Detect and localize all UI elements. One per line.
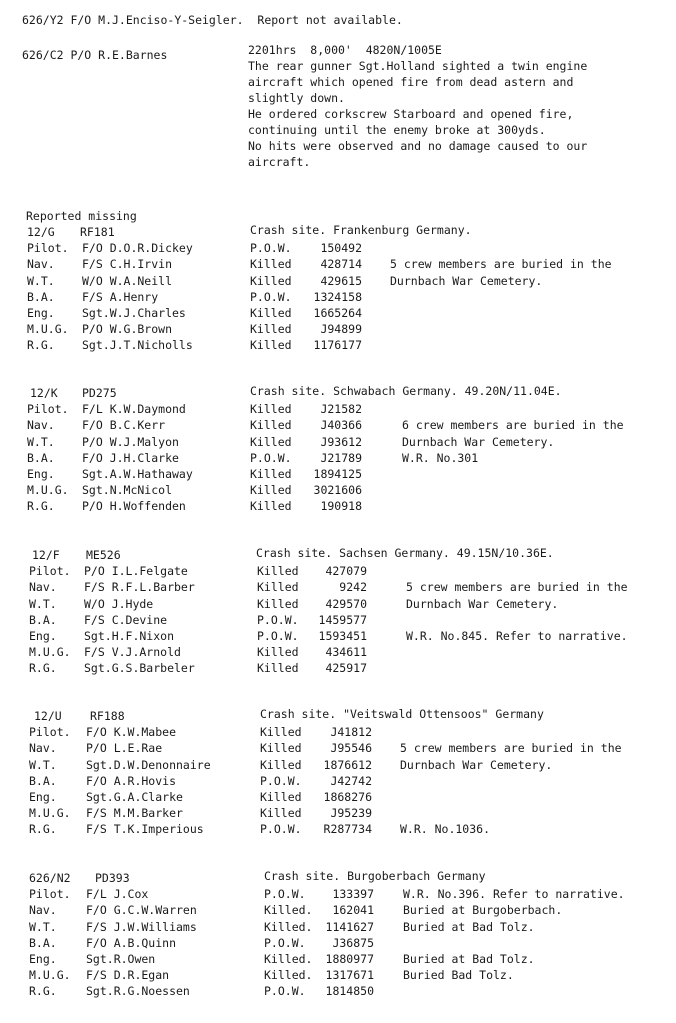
crew-status: P.O.W.: [264, 887, 306, 901]
narrative-line: No hits were observed and no damage caused to our: [248, 139, 588, 153]
crew-role: Eng.: [27, 306, 55, 320]
service-number: 1176177: [313, 338, 362, 352]
crew-note: Buried at Bad Tolz.: [403, 920, 535, 934]
service-number: 1459577: [318, 613, 367, 627]
service-number: 1324158: [313, 290, 362, 304]
crew-name: F/S C.Devine: [84, 613, 168, 627]
crew-role: M.U.G.: [29, 806, 71, 820]
crew-role: Nav.: [29, 741, 57, 755]
crew-role: W.T.: [29, 758, 57, 772]
aircraft-code: 12/F: [32, 548, 60, 562]
service-number: 429615: [320, 274, 362, 288]
crew-role: R.G.: [27, 338, 55, 352]
crew-status: Killed: [257, 564, 299, 578]
crew-status: P.O.W.: [264, 936, 306, 950]
service-number: 1665264: [313, 306, 362, 320]
crew-note: Durnbach War Cemetery.: [390, 274, 543, 288]
crew-name: F/S D.R.Egan: [86, 968, 170, 982]
crew-status: P.O.W.: [264, 984, 306, 998]
crew-name: F/L K.W.Daymond: [82, 402, 186, 416]
aircraft-code: 626/N2: [29, 871, 71, 885]
service-number: J21789: [320, 451, 362, 465]
crew-status: Killed.: [264, 968, 313, 982]
crew-role: Pilot.: [27, 402, 69, 416]
crew-role: R.G.: [29, 984, 57, 998]
crew-status: Killed: [257, 645, 299, 659]
service-number: 9242: [339, 580, 367, 594]
crash-site: Crash site. Burgoberbach Germany: [264, 869, 486, 883]
crash-site: Crash site. "Veitswald Ottensoos" Germany: [260, 707, 544, 721]
aircraft-code: 12/U: [34, 709, 62, 723]
crew-status: Killed: [250, 418, 292, 432]
crew-name: P/O L.E.Rae: [86, 741, 163, 755]
crew-status: Killed: [257, 661, 299, 675]
crew-name: P/O W.J.Malyon: [82, 435, 179, 449]
crew-name: F/O B.C.Kerr: [82, 418, 166, 432]
crew-status: Killed: [250, 402, 292, 416]
aircraft-serial: ME526: [86, 548, 121, 562]
crew-role: Pilot.: [29, 564, 71, 578]
crew-name: Sgt.R.G.Noessen: [86, 984, 190, 998]
crew-role: Eng.: [27, 467, 55, 481]
service-number: 1876612: [323, 758, 372, 772]
crew-role: Eng.: [29, 952, 57, 966]
crew-name: Sgt.H.F.Nixon: [84, 629, 175, 643]
reported-missing-heading: Reported missing: [26, 209, 137, 223]
crew-name: W/O J.Hyde: [84, 597, 154, 611]
service-number: 133397: [332, 887, 374, 901]
crew-note: W.R. No.396. Refer to narrative.: [403, 887, 625, 901]
service-number: 434611: [325, 645, 367, 659]
narrative-line: aircraft.: [248, 155, 311, 169]
crew-status: P.O.W.: [250, 290, 292, 304]
service-number: J21582: [320, 402, 362, 416]
crew-status: Killed.: [264, 920, 313, 934]
crew-note: W.R. No.301: [402, 451, 479, 465]
crew-status: Killed: [260, 741, 302, 755]
crew-role: R.G.: [29, 661, 57, 675]
crew-status: Killed: [260, 758, 302, 772]
crew-status: Killed: [260, 806, 302, 820]
narrative-line: slightly down.: [248, 91, 345, 105]
narrative-line: The rear gunner Sgt.Holland sighted a twin engine: [248, 59, 588, 73]
crew-role: Pilot.: [29, 887, 71, 901]
service-number: J94899: [320, 322, 362, 336]
crew-name: F/S C.H.Irvin: [82, 257, 173, 271]
service-number: J36875: [332, 936, 374, 950]
crew-name: F/L J.Cox: [86, 887, 149, 901]
crew-status: Killed: [250, 499, 292, 513]
service-number: J95546: [330, 741, 372, 755]
crew-role: M.U.G.: [27, 322, 69, 336]
crew-status: Killed.: [264, 903, 313, 917]
crew-name: F/O A.B.Quinn: [86, 936, 177, 950]
crew-status: Killed.: [264, 952, 313, 966]
crew-role: M.U.G.: [29, 645, 71, 659]
crew-status: Killed: [260, 790, 302, 804]
service-number: 428714: [320, 257, 362, 271]
service-number: 1141627: [325, 920, 374, 934]
service-number: J95239: [330, 806, 372, 820]
crew-status: Killed: [250, 483, 292, 497]
barnes-crew-id: 626/C2 P/O R.E.Barnes: [22, 48, 168, 62]
crew-role: R.G.: [29, 822, 57, 836]
crew-name: P/O W.G.Brown: [82, 322, 173, 336]
service-number: 429570: [325, 597, 367, 611]
crew-note: 5 crew members are buried in the: [406, 580, 628, 594]
crew-note: W.R. No.1036.: [400, 822, 491, 836]
crew-name: F/S T.K.Imperious: [86, 822, 204, 836]
crew-note: Buried at Burgoberbach.: [403, 903, 563, 917]
crew-name: F/O G.C.W.Warren: [86, 903, 197, 917]
crew-role: W.T.: [29, 920, 57, 934]
crew-name: F/O J.H.Clarke: [82, 451, 179, 465]
crew-name: F/S J.W.Williams: [86, 920, 197, 934]
crew-status: P.O.W.: [257, 629, 299, 643]
crew-name: F/S M.M.Barker: [86, 806, 183, 820]
crew-role: B.A.: [29, 774, 57, 788]
crew-status: Killed: [257, 597, 299, 611]
crew-role: M.U.G.: [27, 483, 69, 497]
crew-name: F/O A.R.Hovis: [86, 774, 177, 788]
crew-note: 6 crew members are buried in the: [402, 418, 624, 432]
crew-name: W/O W.A.Neill: [82, 274, 173, 288]
crew-name: F/O D.O.R.Dickey: [82, 241, 193, 255]
crew-role: B.A.: [27, 451, 55, 465]
aircraft-serial: PD275: [82, 386, 117, 400]
crew-note: 5 crew members are buried in the: [400, 741, 622, 755]
crew-name: F/S R.F.L.Barber: [84, 580, 195, 594]
crew-role: R.G.: [27, 499, 55, 513]
crew-role: Eng.: [29, 629, 57, 643]
service-number: 150492: [320, 241, 362, 255]
crew-status: Killed: [250, 274, 292, 288]
service-number: 3021606: [313, 483, 362, 497]
crew-status: Killed: [250, 435, 292, 449]
crash-site: Crash site. Schwabach Germany. 49.20N/11.04E.: [250, 384, 562, 398]
crew-role: W.T.: [27, 435, 55, 449]
crew-role: Eng.: [29, 790, 57, 804]
crew-note: Buried at Bad Tolz.: [403, 952, 535, 966]
narrative-line: 2201hrs 8,000' 4820N/1005E: [248, 43, 442, 57]
service-number: 162041: [332, 903, 374, 917]
crew-note: Durnbach War Cemetery.: [400, 758, 553, 772]
crash-site: Crash site. Frankenburg Germany.: [250, 223, 472, 237]
crew-status: Killed: [257, 580, 299, 594]
crew-role: Nav.: [27, 418, 55, 432]
service-number: 1868276: [323, 790, 372, 804]
crew-status: P.O.W.: [257, 613, 299, 627]
service-number: J93612: [320, 435, 362, 449]
aircraft-serial: PD393: [95, 871, 130, 885]
enciso-report-line: 626/Y2 F/O M.J.Enciso-Y-Seigler. Report not available.: [22, 13, 403, 27]
crew-role: Pilot.: [29, 725, 71, 739]
crew-role: B.A.: [29, 936, 57, 950]
crew-role: Nav.: [27, 257, 55, 271]
narrative-line: aircraft which opened fire from dead astern and: [248, 75, 574, 89]
service-number: 425917: [325, 661, 367, 675]
service-number: 1317671: [325, 968, 374, 982]
service-number: J41812: [330, 725, 372, 739]
crew-status: P.O.W.: [250, 241, 292, 255]
crew-name: F/S V.J.Arnold: [84, 645, 181, 659]
aircraft-serial: RF188: [90, 709, 125, 723]
crew-note: 5 crew members are buried in the: [390, 257, 612, 271]
crew-role: Nav.: [29, 903, 57, 917]
crew-name: Sgt.A.W.Hathaway: [82, 467, 193, 481]
crew-role: Nav.: [29, 580, 57, 594]
crew-role: W.T.: [27, 274, 55, 288]
crew-status: Killed: [250, 306, 292, 320]
crash-site: Crash site. Sachsen Germany. 49.15N/10.36E.: [256, 546, 554, 560]
crew-role: Pilot.: [27, 241, 69, 255]
crew-status: Killed: [250, 338, 292, 352]
crew-name: P/O H.Woffenden: [82, 499, 186, 513]
crew-name: F/S A.Henry: [82, 290, 159, 304]
crew-name: Sgt.J.T.Nicholls: [82, 338, 193, 352]
crew-role: W.T.: [29, 597, 57, 611]
crew-role: B.A.: [27, 290, 55, 304]
crew-name: Sgt.W.J.Charles: [82, 306, 186, 320]
service-number: 1814850: [325, 984, 374, 998]
crew-status: Killed: [250, 467, 292, 481]
crew-status: Killed: [250, 322, 292, 336]
crew-role: B.A.: [29, 613, 57, 627]
crew-name: Sgt.R.Owen: [86, 952, 156, 966]
crew-role: M.U.G.: [29, 968, 71, 982]
crew-note: Durnbach War Cemetery.: [402, 435, 555, 449]
crew-name: Sgt.G.S.Barbeler: [84, 661, 195, 675]
crew-name: Sgt.N.McNicol: [82, 483, 173, 497]
service-number: 1894125: [313, 467, 362, 481]
narrative-line: continuing until the enemy broke at 300yds.: [248, 123, 546, 137]
narrative-line: He ordered corkscrew Starboard and opened fire,: [248, 107, 574, 121]
crew-status: Killed: [250, 257, 292, 271]
aircraft-code: 12/K: [30, 386, 58, 400]
aircraft-serial: RF181: [80, 225, 115, 239]
crew-note: Durnbach War Cemetery.: [406, 597, 559, 611]
service-number: 1880977: [325, 952, 374, 966]
crew-status: P.O.W.: [250, 451, 292, 465]
service-number: 190918: [320, 499, 362, 513]
crew-name: Sgt.G.A.Clarke: [86, 790, 183, 804]
crew-status: P.O.W.: [260, 822, 302, 836]
crew-name: F/O K.W.Mabee: [86, 725, 177, 739]
service-number: R287734: [323, 822, 372, 836]
service-number: J42742: [330, 774, 372, 788]
crew-note: Buried Bad Tolz.: [403, 968, 514, 982]
service-number: 427079: [325, 564, 367, 578]
crew-name: Sgt.D.W.Denonnaire: [86, 758, 211, 772]
crew-name: P/O I.L.Felgate: [84, 564, 188, 578]
aircraft-code: 12/G: [27, 225, 55, 239]
crew-status: P.O.W.: [260, 774, 302, 788]
crew-status: Killed: [260, 725, 302, 739]
service-number: 1593451: [318, 629, 367, 643]
service-number: J40366: [320, 418, 362, 432]
crew-note: W.R. No.845. Refer to narrative.: [406, 629, 628, 643]
